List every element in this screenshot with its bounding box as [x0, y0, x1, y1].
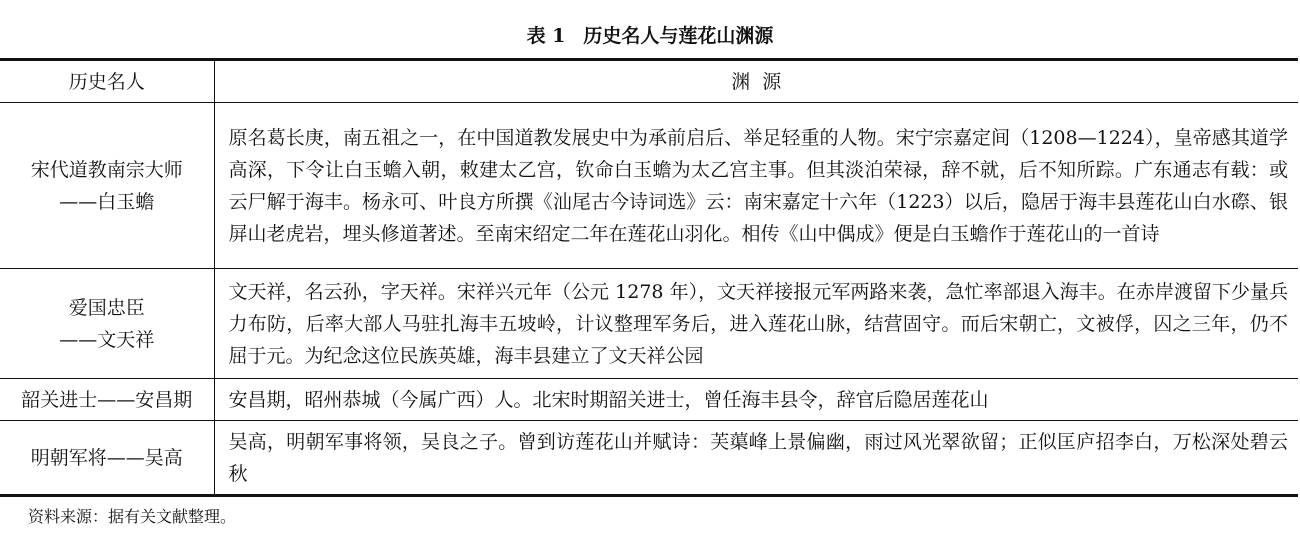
person-name-line: 宋代道教南宗大师 — [30, 158, 183, 181]
origin-cell: 吴高，明朝军事将领，吴良之子。曾到访莲花山并赋诗：芙蕖峰上景偏幽，雨过风光翠欲留；正似匡庐招李白，万松深处碧云秋 — [214, 421, 1298, 496]
table-header-row — [0, 60, 1298, 103]
person-name-line: ——文天祥 — [59, 328, 155, 351]
header-origin: 渊源 — [214, 60, 1298, 103]
table-row — [0, 421, 1298, 496]
person-cell — [0, 379, 214, 421]
header-person: 历史名人 — [0, 60, 214, 103]
history-figures-table — [0, 58, 1298, 497]
table-row — [0, 103, 1298, 269]
origin-cell: 安昌期，昭州恭城（今属广西）人。北宋时期韶关进士，曾任海丰县令，辞官后隐居莲花山 — [214, 379, 1298, 421]
table-row — [0, 379, 1298, 421]
person-cell — [0, 269, 214, 379]
person-cell — [0, 421, 214, 496]
person-cell — [0, 103, 214, 269]
table-caption-title: 历史名人与莲花山渊源 — [583, 25, 774, 47]
table-row — [0, 269, 1298, 379]
person-name-line: ——白玉蟾 — [59, 190, 155, 213]
origin-cell: 原名葛长庚，南五祖之一，在中国道教发展史中为承前启后、举足轻重的人物。宋宁宗嘉定间（1208—1224），皇帝感其道学高深，下令让白玉蟾入朝，敕建太乙宫，钦命白玉蟾为太乙宫主事。但其淡泊荣禄，辞不就，后不知所踪。广东通志有载：或云尸解于海丰。杨永可、叶良方所撰《汕尾古今诗词选》云：南宋嘉定十六年（1223）以后，隐居于海丰县莲花山白水磜、银屏山老虎岩，埋头修道著述。至南宋绍定二年在莲花山羽化。相传《山中偶成》便是白玉蟾作于莲花山的一首诗 — [214, 103, 1298, 269]
person-name-line: 韶关进士——安昌期 — [21, 388, 193, 411]
origin-cell: 文天祥，名云孙，字天祥。宋祥兴元年（公元 1278 年），文天祥接报元军两路来袭，急忙率部退入海丰。在赤岸渡留下少量兵力布防，后率大部人马驻扎海丰五坡岭，计议整理军务后，进入莲花山脉，结营固守。而后宋朝亡，文被俘，囚之三年，仍不屈于元。为纪念这位民族英雄，海丰县建立了文天祥公园 — [214, 269, 1298, 379]
person-name-line: 明朝军将——吴高 — [30, 446, 183, 469]
table-caption-number: 表 1 — [526, 25, 566, 47]
source-note: 资料来源：据有关文献整理。 — [28, 507, 237, 526]
person-name-line: 爱国忠臣 — [68, 296, 145, 319]
table-caption — [0, 24, 1300, 48]
